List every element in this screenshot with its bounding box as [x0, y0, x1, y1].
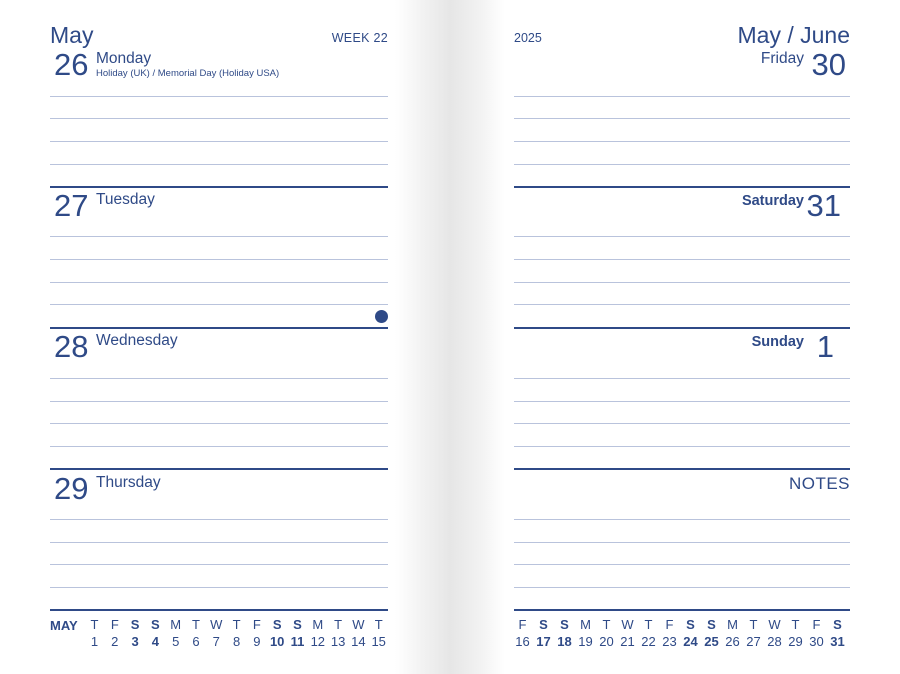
mini-calendar-may-june — [514, 617, 850, 651]
day-divider — [50, 468, 388, 470]
calendar-divider — [50, 609, 388, 611]
mini-calendar-day — [165, 617, 186, 650]
mini-calendar-date: 31 — [830, 634, 845, 649]
writing-line — [514, 118, 850, 119]
writing-line — [514, 401, 850, 402]
mini-calendar-may — [50, 617, 388, 651]
mini-calendar-day — [512, 617, 533, 650]
mini-calendar-weekday: S — [539, 617, 548, 632]
mini-calendar-day — [638, 617, 659, 650]
day-number-27: 27 — [54, 188, 89, 223]
mini-calendar-date: 18 — [557, 634, 572, 649]
mini-calendar-date: 30 — [809, 634, 824, 649]
writing-line — [50, 164, 388, 165]
writing-line — [50, 587, 388, 588]
writing-line — [514, 446, 850, 447]
writing-line — [514, 259, 850, 260]
week-number: WEEK 22 — [331, 31, 388, 45]
mini-calendar-date: 16 — [515, 634, 530, 649]
mini-calendar-date: 5 — [172, 634, 180, 649]
writing-line — [514, 236, 850, 237]
mini-calendar-weekday: F — [518, 617, 527, 632]
mini-calendar-date: 23 — [662, 634, 677, 649]
day-name-wednesday: Wednesday — [96, 332, 178, 349]
mini-calendar-weekday: W — [768, 617, 781, 632]
mini-calendar-weekday: S — [686, 617, 695, 632]
mini-calendar-weekday: M — [312, 617, 324, 632]
day-divider — [50, 186, 388, 188]
mini-calendar-date: 4 — [151, 634, 159, 649]
mini-calendar-date: 3 — [131, 634, 139, 649]
mini-calendar-day — [368, 617, 389, 650]
mini-calendar-weekday: T — [334, 617, 343, 632]
year-label: 2025 — [514, 31, 542, 45]
mini-calendar-weekday: S — [130, 617, 140, 632]
mini-calendar-weekday: W — [621, 617, 634, 632]
day-name-tuesday: Tuesday — [96, 191, 155, 208]
day-name-sunday: Sunday — [751, 334, 804, 350]
mini-calendar-day — [827, 617, 848, 650]
writing-line — [514, 96, 850, 97]
mini-calendar-day — [307, 617, 328, 650]
calendar-divider — [514, 609, 850, 611]
mini-calendar-date: 12 — [310, 634, 326, 649]
left-page — [50, 0, 388, 674]
mini-calendar-date: 25 — [704, 634, 719, 649]
mini-calendar-weekday: S — [272, 617, 282, 632]
month-header: May / June — [737, 22, 850, 48]
mini-calendar-day — [186, 617, 207, 650]
holiday-note: Holiday (UK) / Memorial Day (Holiday USA) — [96, 68, 280, 79]
mini-calendar-weekday: M — [170, 617, 182, 632]
mini-calendar-date: 29 — [788, 634, 803, 649]
mini-calendar-weekday: M — [580, 617, 591, 632]
day-name-monday: Monday — [96, 50, 152, 67]
mini-calendar-date: 13 — [330, 634, 346, 649]
mini-calendar-weekday: W — [210, 617, 223, 632]
mini-calendar-day — [125, 617, 146, 650]
writing-line — [514, 282, 850, 283]
mini-calendar-day — [680, 617, 701, 650]
mini-calendar-weekday: T — [602, 617, 611, 632]
mini-calendar-day — [596, 617, 617, 650]
mini-calendar-weekday: S — [293, 617, 302, 632]
writing-line — [50, 118, 388, 119]
writing-line — [50, 542, 388, 543]
mini-calendar-weekday: S — [833, 617, 842, 632]
writing-line — [50, 259, 388, 260]
writing-line — [50, 141, 388, 142]
mini-calendar-day — [785, 617, 806, 650]
mini-calendar-weekday: F — [665, 617, 674, 632]
day-divider — [50, 327, 388, 329]
mini-calendar-date: 1 — [90, 634, 99, 649]
day-name-thursday: Thursday — [96, 474, 161, 491]
mini-calendar-weekday: F — [110, 617, 119, 632]
mini-calendar-day — [806, 617, 827, 650]
mini-calendar-date: 8 — [232, 634, 241, 649]
mini-calendar-day — [145, 617, 166, 650]
mini-calendar-date: 22 — [641, 634, 656, 649]
mini-calendar-date: 15 — [371, 634, 386, 649]
mini-calendar-date: 17 — [536, 634, 551, 649]
writing-line — [50, 304, 388, 305]
writing-line — [514, 423, 850, 424]
mini-calendar-weekday: T — [232, 617, 241, 632]
writing-line — [50, 236, 388, 237]
day-name-friday: Friday — [760, 50, 804, 67]
notes-label: NOTES — [788, 474, 850, 493]
mini-calendar-date: 19 — [578, 634, 593, 649]
mini-calendar-weekday: S — [151, 617, 160, 632]
writing-line — [50, 282, 388, 283]
mini-calendar-date: 6 — [192, 634, 200, 649]
day-divider — [514, 186, 850, 188]
mini-calendar-date: 24 — [683, 634, 698, 649]
mini-calendar-day — [722, 617, 743, 650]
writing-line — [514, 141, 850, 142]
mini-calendar-date: 10 — [269, 634, 285, 649]
writing-line — [50, 423, 388, 424]
mini-calendar-weekday: F — [812, 617, 821, 632]
day-divider — [514, 327, 850, 329]
mini-calendar-weekday: T — [749, 617, 758, 632]
mini-calendar-date: 14 — [351, 634, 366, 649]
writing-line — [50, 96, 388, 97]
mini-calendar-day — [348, 617, 369, 650]
mini-calendar-weekday: T — [374, 617, 383, 632]
writing-line — [514, 378, 850, 379]
mini-calendar-day — [328, 617, 349, 650]
mini-calendar-day — [659, 617, 680, 650]
mini-calendar-day — [84, 617, 105, 650]
mini-calendar-day — [554, 617, 575, 650]
mini-calendar-day — [287, 617, 308, 650]
mini-calendar-month-label: MAY — [50, 618, 78, 633]
writing-line — [50, 519, 388, 520]
writing-line — [50, 446, 388, 447]
mini-calendar-date: 9 — [253, 634, 261, 649]
mini-calendar-day — [267, 617, 288, 650]
mini-calendar-day — [743, 617, 764, 650]
mini-calendar-day — [533, 617, 554, 650]
mini-calendar-weekday: S — [560, 617, 569, 632]
day-name-saturday: Saturday — [741, 193, 804, 209]
day-number-1: 1 — [816, 329, 834, 364]
writing-line — [514, 304, 850, 305]
mini-calendar-weekday: T — [90, 617, 99, 632]
mini-calendar-date: 2 — [111, 634, 119, 649]
writing-line — [514, 542, 850, 543]
mini-calendar-date: 27 — [746, 634, 761, 649]
mini-calendar-day — [701, 617, 722, 650]
writing-line — [50, 378, 388, 379]
day-number-31: 31 — [806, 188, 841, 223]
mini-calendar-date: 7 — [212, 634, 220, 649]
mini-calendar-weekday: W — [352, 617, 365, 632]
writing-line — [50, 401, 388, 402]
mini-calendar-weekday: T — [644, 617, 653, 632]
mini-calendar-weekday: T — [791, 617, 800, 632]
mini-calendar-weekday: S — [707, 617, 716, 632]
writing-line — [50, 564, 388, 565]
writing-line — [514, 564, 850, 565]
mini-calendar-weekday: T — [192, 617, 200, 632]
day-number-30: 30 — [811, 47, 846, 82]
mini-calendar-weekday: F — [252, 617, 261, 632]
mini-calendar-day — [206, 617, 227, 650]
mini-calendar-date: 26 — [725, 634, 740, 649]
mini-calendar-day — [226, 617, 247, 650]
mini-calendar-day — [764, 617, 785, 650]
mini-calendar-day — [246, 617, 267, 650]
month-header: May — [50, 22, 94, 48]
writing-line — [514, 519, 850, 520]
bookmark-dot — [375, 310, 388, 323]
day-divider — [514, 468, 850, 470]
day-number-29: 29 — [54, 471, 89, 506]
day-number-26: 26 — [54, 47, 89, 82]
mini-calendar-weekday: M — [727, 617, 738, 632]
mini-calendar-day — [575, 617, 596, 650]
mini-calendar-date: 28 — [767, 634, 782, 649]
day-number-28: 28 — [54, 329, 89, 364]
mini-calendar-day — [104, 617, 125, 650]
writing-line — [514, 164, 850, 165]
right-page — [514, 0, 850, 674]
mini-calendar-date: 20 — [599, 634, 614, 649]
mini-calendar-day — [617, 617, 638, 650]
writing-line — [514, 587, 850, 588]
mini-calendar-date: 11 — [290, 634, 305, 649]
mini-calendar-date: 21 — [620, 634, 635, 649]
